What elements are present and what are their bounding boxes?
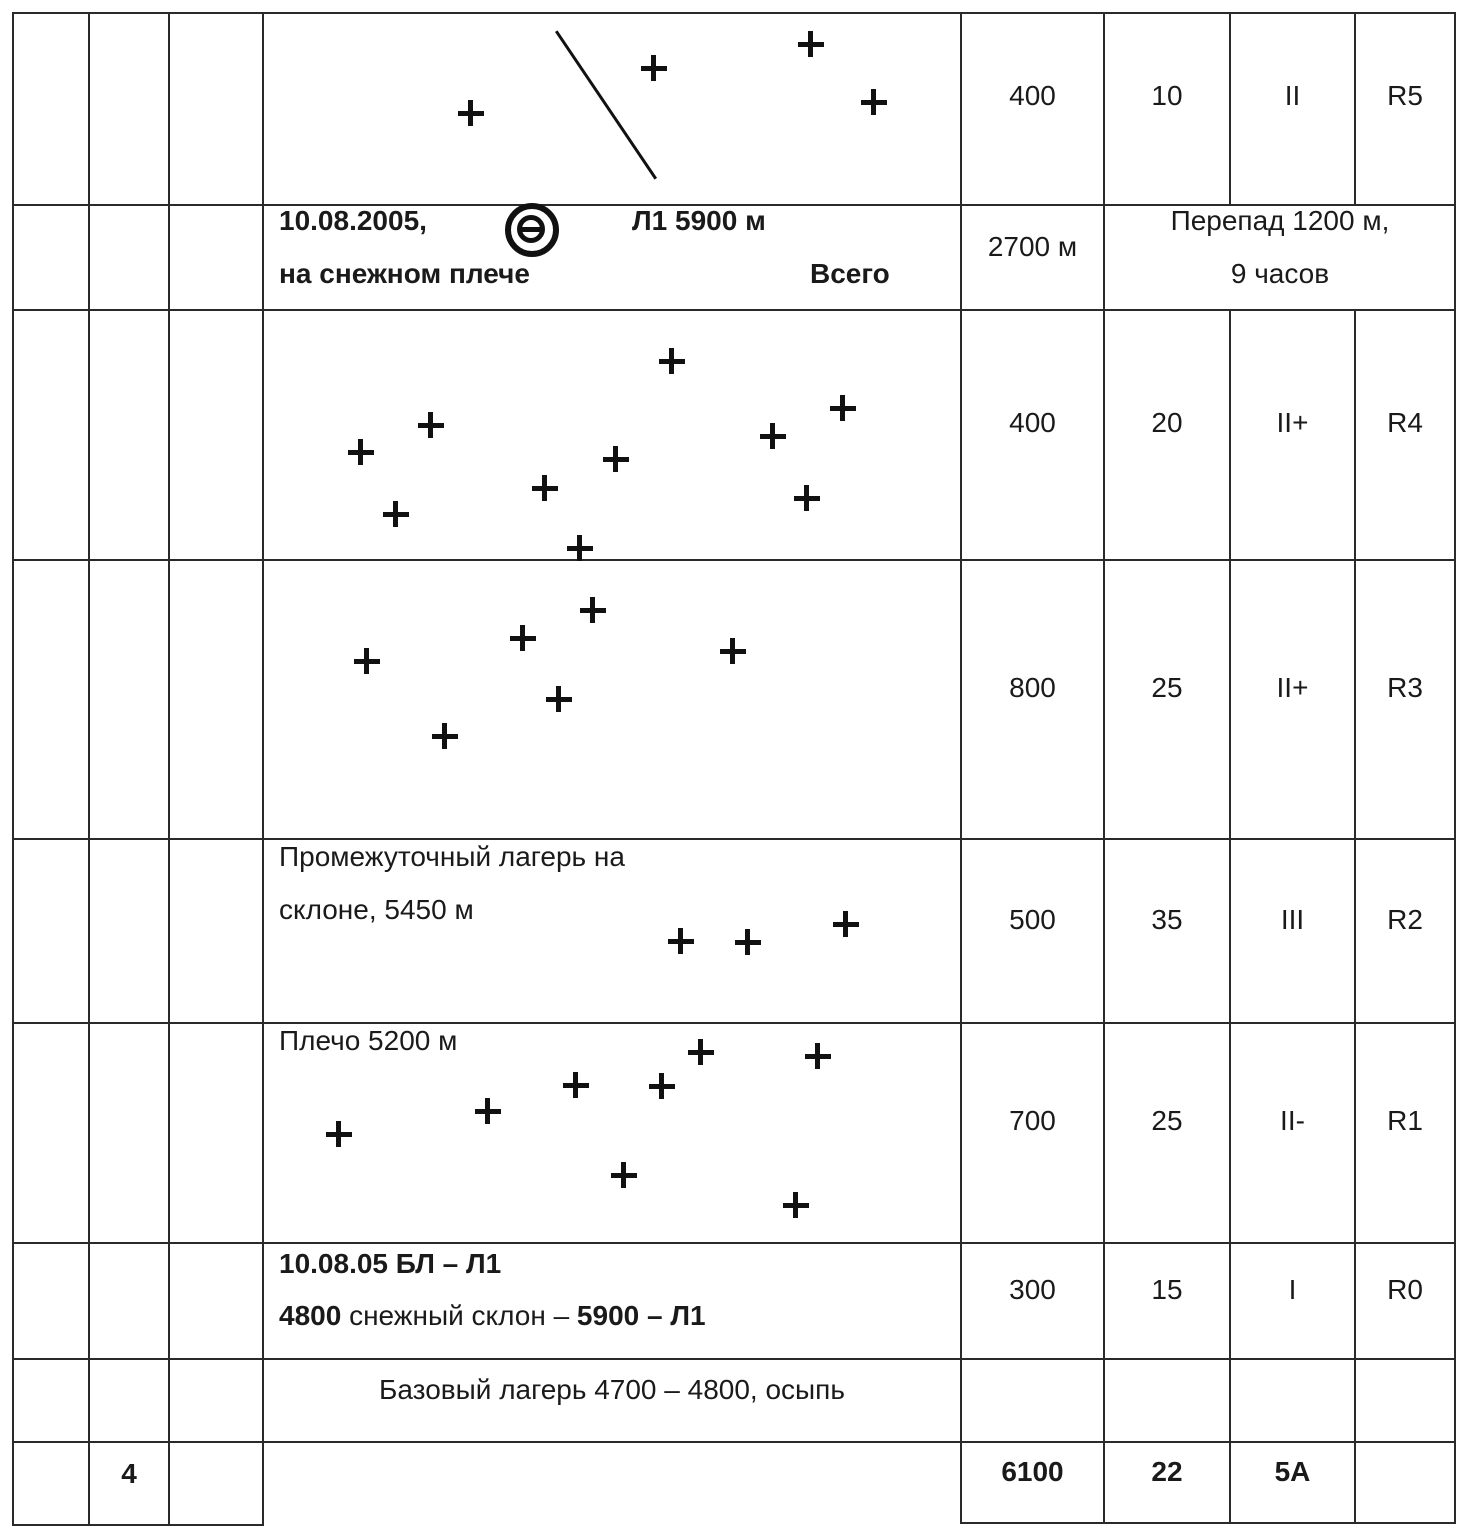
r2-category: III: [1280, 904, 1305, 935]
r0-line2-start: 4800: [279, 1300, 342, 1331]
plus-cross-icon: [326, 1121, 352, 1147]
circle-with-bar-icon: [505, 203, 559, 257]
r5-section: R5: [1387, 80, 1423, 111]
r2-note-line2: склоне, 5450 м: [279, 894, 474, 925]
plus-cross-icon: [432, 723, 458, 749]
plus-cross-icon: [668, 928, 694, 954]
r1-distance: 700: [1009, 1105, 1056, 1136]
ridge-line-icon: [555, 30, 657, 179]
plus-cross-icon: [659, 348, 685, 374]
r0-line2: [279, 1300, 706, 1332]
r5-distance: 400: [1009, 80, 1056, 111]
plus-cross-icon: [458, 100, 484, 126]
column-divider: [88, 12, 90, 1526]
plus-cross-icon: [603, 446, 629, 472]
summit-total-distance: 2700 м: [987, 231, 1078, 262]
table-bottom-left: [12, 1524, 264, 1526]
row-divider: [12, 1022, 1456, 1024]
column-divider: [12, 12, 14, 1526]
r2-section: R2: [1387, 904, 1423, 935]
plus-cross-icon: [611, 1162, 637, 1188]
r0-angle: 15: [1151, 1274, 1183, 1305]
plus-cross-icon: [830, 395, 856, 421]
summit-total-label: Всего: [810, 258, 890, 289]
plus-cross-icon: [798, 31, 824, 57]
plus-cross-icon: [794, 485, 820, 511]
summit-camp: Л1 5900 м: [632, 205, 766, 236]
plus-cross-icon: [861, 89, 887, 115]
totals-distance: 6100: [1001, 1456, 1064, 1487]
r0-line2-middle: снежный склон –: [341, 1300, 577, 1331]
plus-cross-icon: [805, 1043, 831, 1069]
row-divider: [12, 309, 1456, 311]
row-divider: [12, 559, 1456, 561]
r3-angle: 25: [1151, 672, 1183, 703]
r0-line2-end: 5900 – Л1: [576, 1300, 706, 1331]
plus-cross-icon: [563, 1072, 589, 1098]
plus-cross-icon: [783, 1192, 809, 1218]
r4-section: R4: [1387, 407, 1423, 438]
plus-cross-icon: [418, 412, 444, 438]
plus-cross-icon: [475, 1098, 501, 1124]
summit-drop-line1: Перепад 1200 м,: [1170, 205, 1390, 236]
plus-cross-icon: [567, 535, 593, 561]
r2-distance: 500: [1009, 904, 1056, 935]
column-divider: [1454, 12, 1456, 1524]
summit-date: 10.08.2005,: [279, 205, 427, 236]
plus-cross-icon: [580, 597, 606, 623]
row-divider: [12, 838, 1456, 840]
row-divider: [12, 1441, 1456, 1443]
summit-place: на снежном плече: [279, 258, 530, 289]
r3-distance: 800: [1009, 672, 1056, 703]
plus-cross-icon: [546, 686, 572, 712]
r2-angle: 35: [1151, 904, 1183, 935]
plus-cross-icon: [348, 439, 374, 465]
plus-cross-icon: [760, 423, 786, 449]
totals-day: 4: [121, 1458, 137, 1489]
plus-cross-icon: [688, 1039, 714, 1065]
plus-cross-icon: [649, 1073, 675, 1099]
column-divider: [168, 12, 170, 1526]
r4-distance: 400: [1009, 407, 1056, 438]
row-divider: [12, 1358, 1456, 1360]
totals-angle: 22: [1151, 1456, 1183, 1487]
row-divider: [12, 1242, 1456, 1244]
plus-cross-icon: [735, 929, 761, 955]
plus-cross-icon: [354, 648, 380, 674]
r1-angle: 25: [1151, 1105, 1183, 1136]
r5-category: II: [1284, 80, 1301, 111]
r1-section: R1: [1387, 1105, 1423, 1136]
column-divider: [262, 12, 264, 1526]
summit-drop-line2: 9 часов: [1230, 258, 1330, 289]
r5-angle: 10: [1151, 80, 1183, 111]
r0-section: R0: [1387, 1274, 1423, 1305]
r4-category: II+: [1276, 407, 1309, 438]
r0-distance: 300: [1009, 1274, 1056, 1305]
r3-section: R3: [1387, 672, 1423, 703]
base-camp-text: Базовый лагерь 4700 – 4800, осыпь: [379, 1374, 845, 1405]
row-divider: [12, 12, 1456, 14]
r0-line1: 10.08.05 БЛ – Л1: [279, 1248, 502, 1279]
table-bottom-right: [960, 1522, 1456, 1524]
plus-cross-icon: [383, 501, 409, 527]
r1-category: II-: [1280, 1105, 1305, 1136]
plus-cross-icon: [532, 475, 558, 501]
r4-angle: 20: [1151, 407, 1183, 438]
totals-category: 5A: [1274, 1456, 1311, 1487]
plus-cross-icon: [833, 911, 859, 937]
plus-cross-icon: [510, 625, 536, 651]
plus-cross-icon: [641, 55, 667, 81]
r2-note-line1: Промежуточный лагерь на: [279, 841, 625, 872]
r1-note: Плечо 5200 м: [279, 1025, 458, 1056]
plus-cross-icon: [720, 638, 746, 664]
r3-category: II+: [1276, 672, 1309, 703]
r0-category: I: [1288, 1274, 1297, 1305]
